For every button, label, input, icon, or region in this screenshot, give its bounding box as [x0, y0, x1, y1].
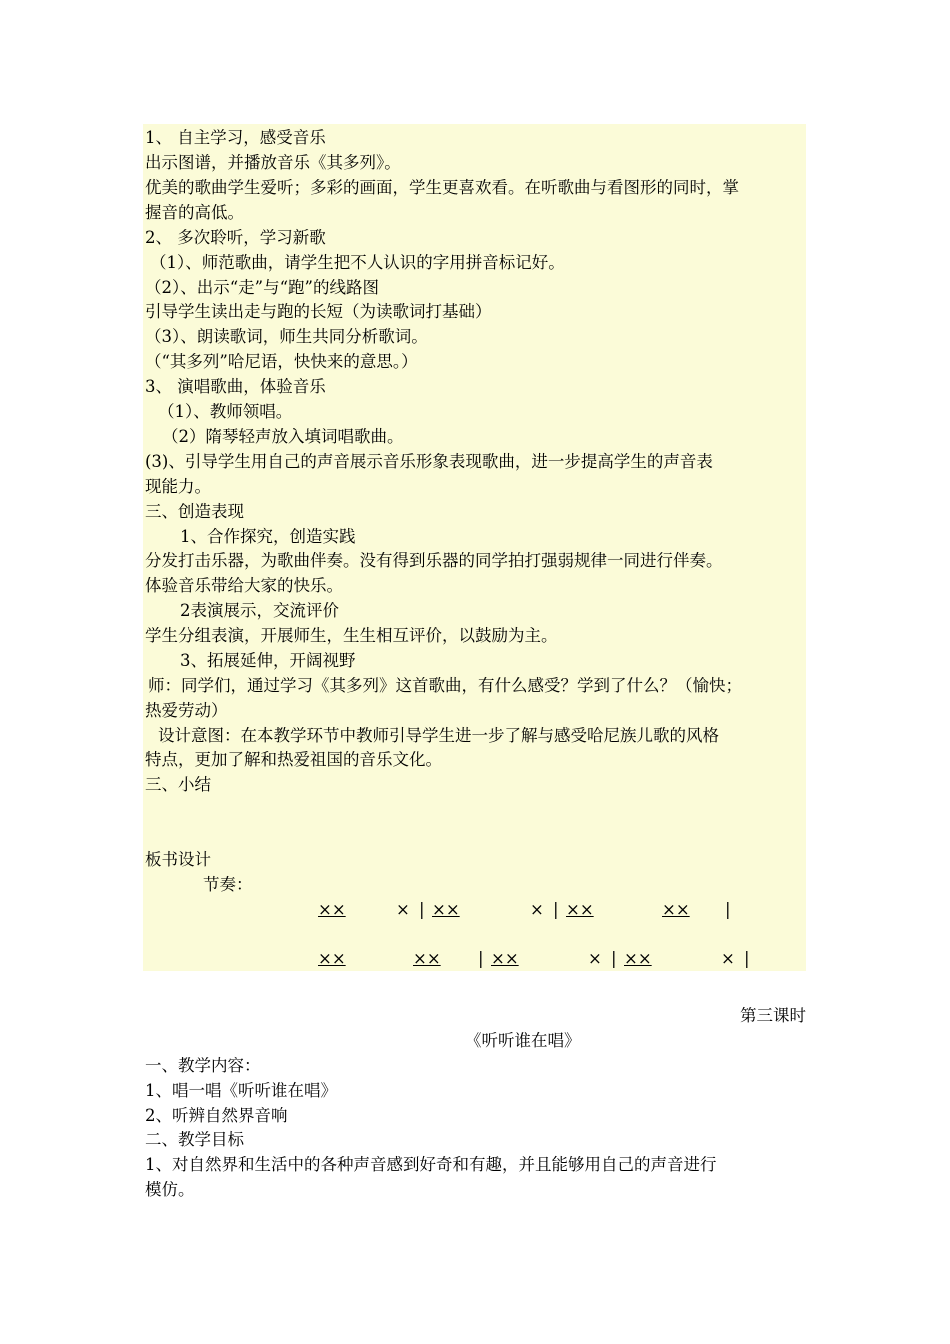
part-heading: 三、小结 [145, 775, 211, 794]
rhythm-label: 节奏： [203, 875, 253, 894]
text-line: 引导学生读出走与跑的长短（为读歌词打基础） [145, 302, 492, 321]
rhythm-note: × [721, 949, 735, 968]
step-heading-3: 3、 演唱歌曲，体验音乐 [145, 377, 326, 396]
rhythm-barline: | [611, 949, 617, 968]
rhythm-note: ×× [491, 949, 519, 968]
rhythm-note: ×× [432, 900, 460, 919]
text-line: 2、听辨自然界音响 [145, 1106, 288, 1125]
rhythm-barline: | [744, 949, 750, 968]
text-line: 出示图谱，并播放音乐《其多列》。 [145, 153, 401, 172]
part-heading: 一、教学内容： [145, 1056, 261, 1075]
text-line: （“其多列”哈尼语，快快来的意思。） [145, 352, 418, 371]
rhythm-barline: | [553, 900, 559, 919]
rhythm-note: × [530, 900, 544, 919]
text-line: 模仿。 [145, 1180, 195, 1199]
text-line: 1、对自然界和生活中的各种声音感到好奇和有趣，并且能够用自己的声音进行 [145, 1155, 717, 1174]
rhythm-barline: | [478, 949, 484, 968]
text-line: (3)、引导学生用自己的声音展示音乐形象表现歌曲，进一步提高学生的声音表 [145, 452, 713, 471]
board-design-heading: 板书设计 [145, 850, 211, 869]
lesson-period: 第三课时 [740, 1006, 806, 1025]
text-line: 优美的歌曲学生爱听；多彩的画面，学生更喜欢看。在听歌曲与看图形的同时，掌 [145, 178, 739, 197]
rhythm-note: × [588, 949, 602, 968]
rhythm-note: ×× [318, 949, 346, 968]
sub-heading: 3、拓展延伸，开阔视野 [180, 651, 356, 670]
text-line: （1）、师范歌曲，请学生把不人认识的字用拼音标记好。 [150, 253, 565, 272]
text-line: 热爱劳动） [145, 701, 228, 720]
sub-heading: 1、合作探究，创造实践 [180, 527, 356, 546]
rhythm-note: ×× [566, 900, 594, 919]
part-heading: 三、创造表现 [145, 502, 244, 521]
text-line: 师：同学们，通过学习《其多列》这首歌曲，有什么感受？学到了什么？（愉快； [148, 676, 742, 695]
rhythm-note: ×× [662, 900, 690, 919]
rhythm-note: ×× [624, 949, 652, 968]
text-line: （2）隋琴轻声放入填词唱歌曲。 [162, 427, 404, 446]
text-line: 现能力。 [145, 477, 211, 496]
step-heading-2: 2、 多次聆听，学习新歌 [145, 228, 326, 247]
rhythm-note: × [396, 900, 410, 919]
text-line: （3）、朗读歌词，师生共同分析歌词。 [145, 327, 428, 346]
text-line: （1）、教师领唱。 [158, 402, 293, 421]
step-heading-1: 1、 自主学习，感受音乐 [145, 128, 326, 147]
text-line: 握音的高低。 [145, 203, 244, 222]
text-line: 分发打击乐器，为歌曲伴奏。没有得到乐器的同学拍打强弱规律一同进行伴奏。 [145, 551, 723, 570]
rhythm-note: ×× [318, 900, 346, 919]
rhythm-barline: | [725, 900, 731, 919]
text-line: 学生分组表演，开展师生，生生相互评价，以鼓励为主。 [145, 626, 558, 645]
text-line: 设计意图：在本教学环节中教师引导学生进一步了解与感受哈尼族儿歌的风格 [158, 726, 719, 745]
lesson-title: 《听听谁在唱》 [465, 1031, 581, 1050]
rhythm-barline: | [419, 900, 425, 919]
text-line: （2）、出示“走”与“跑”的线路图 [145, 278, 379, 297]
part-heading: 二、教学目标 [145, 1130, 244, 1149]
text-line: 1、唱一唱《听听谁在唱》 [145, 1081, 337, 1100]
rhythm-note: ×× [413, 949, 441, 968]
text-line: 体验音乐带给大家的快乐。 [145, 576, 343, 595]
text-line: 特点，更加了解和热爱祖国的音乐文化。 [145, 750, 442, 769]
sub-heading: 2表演展示，交流评价 [180, 601, 339, 620]
